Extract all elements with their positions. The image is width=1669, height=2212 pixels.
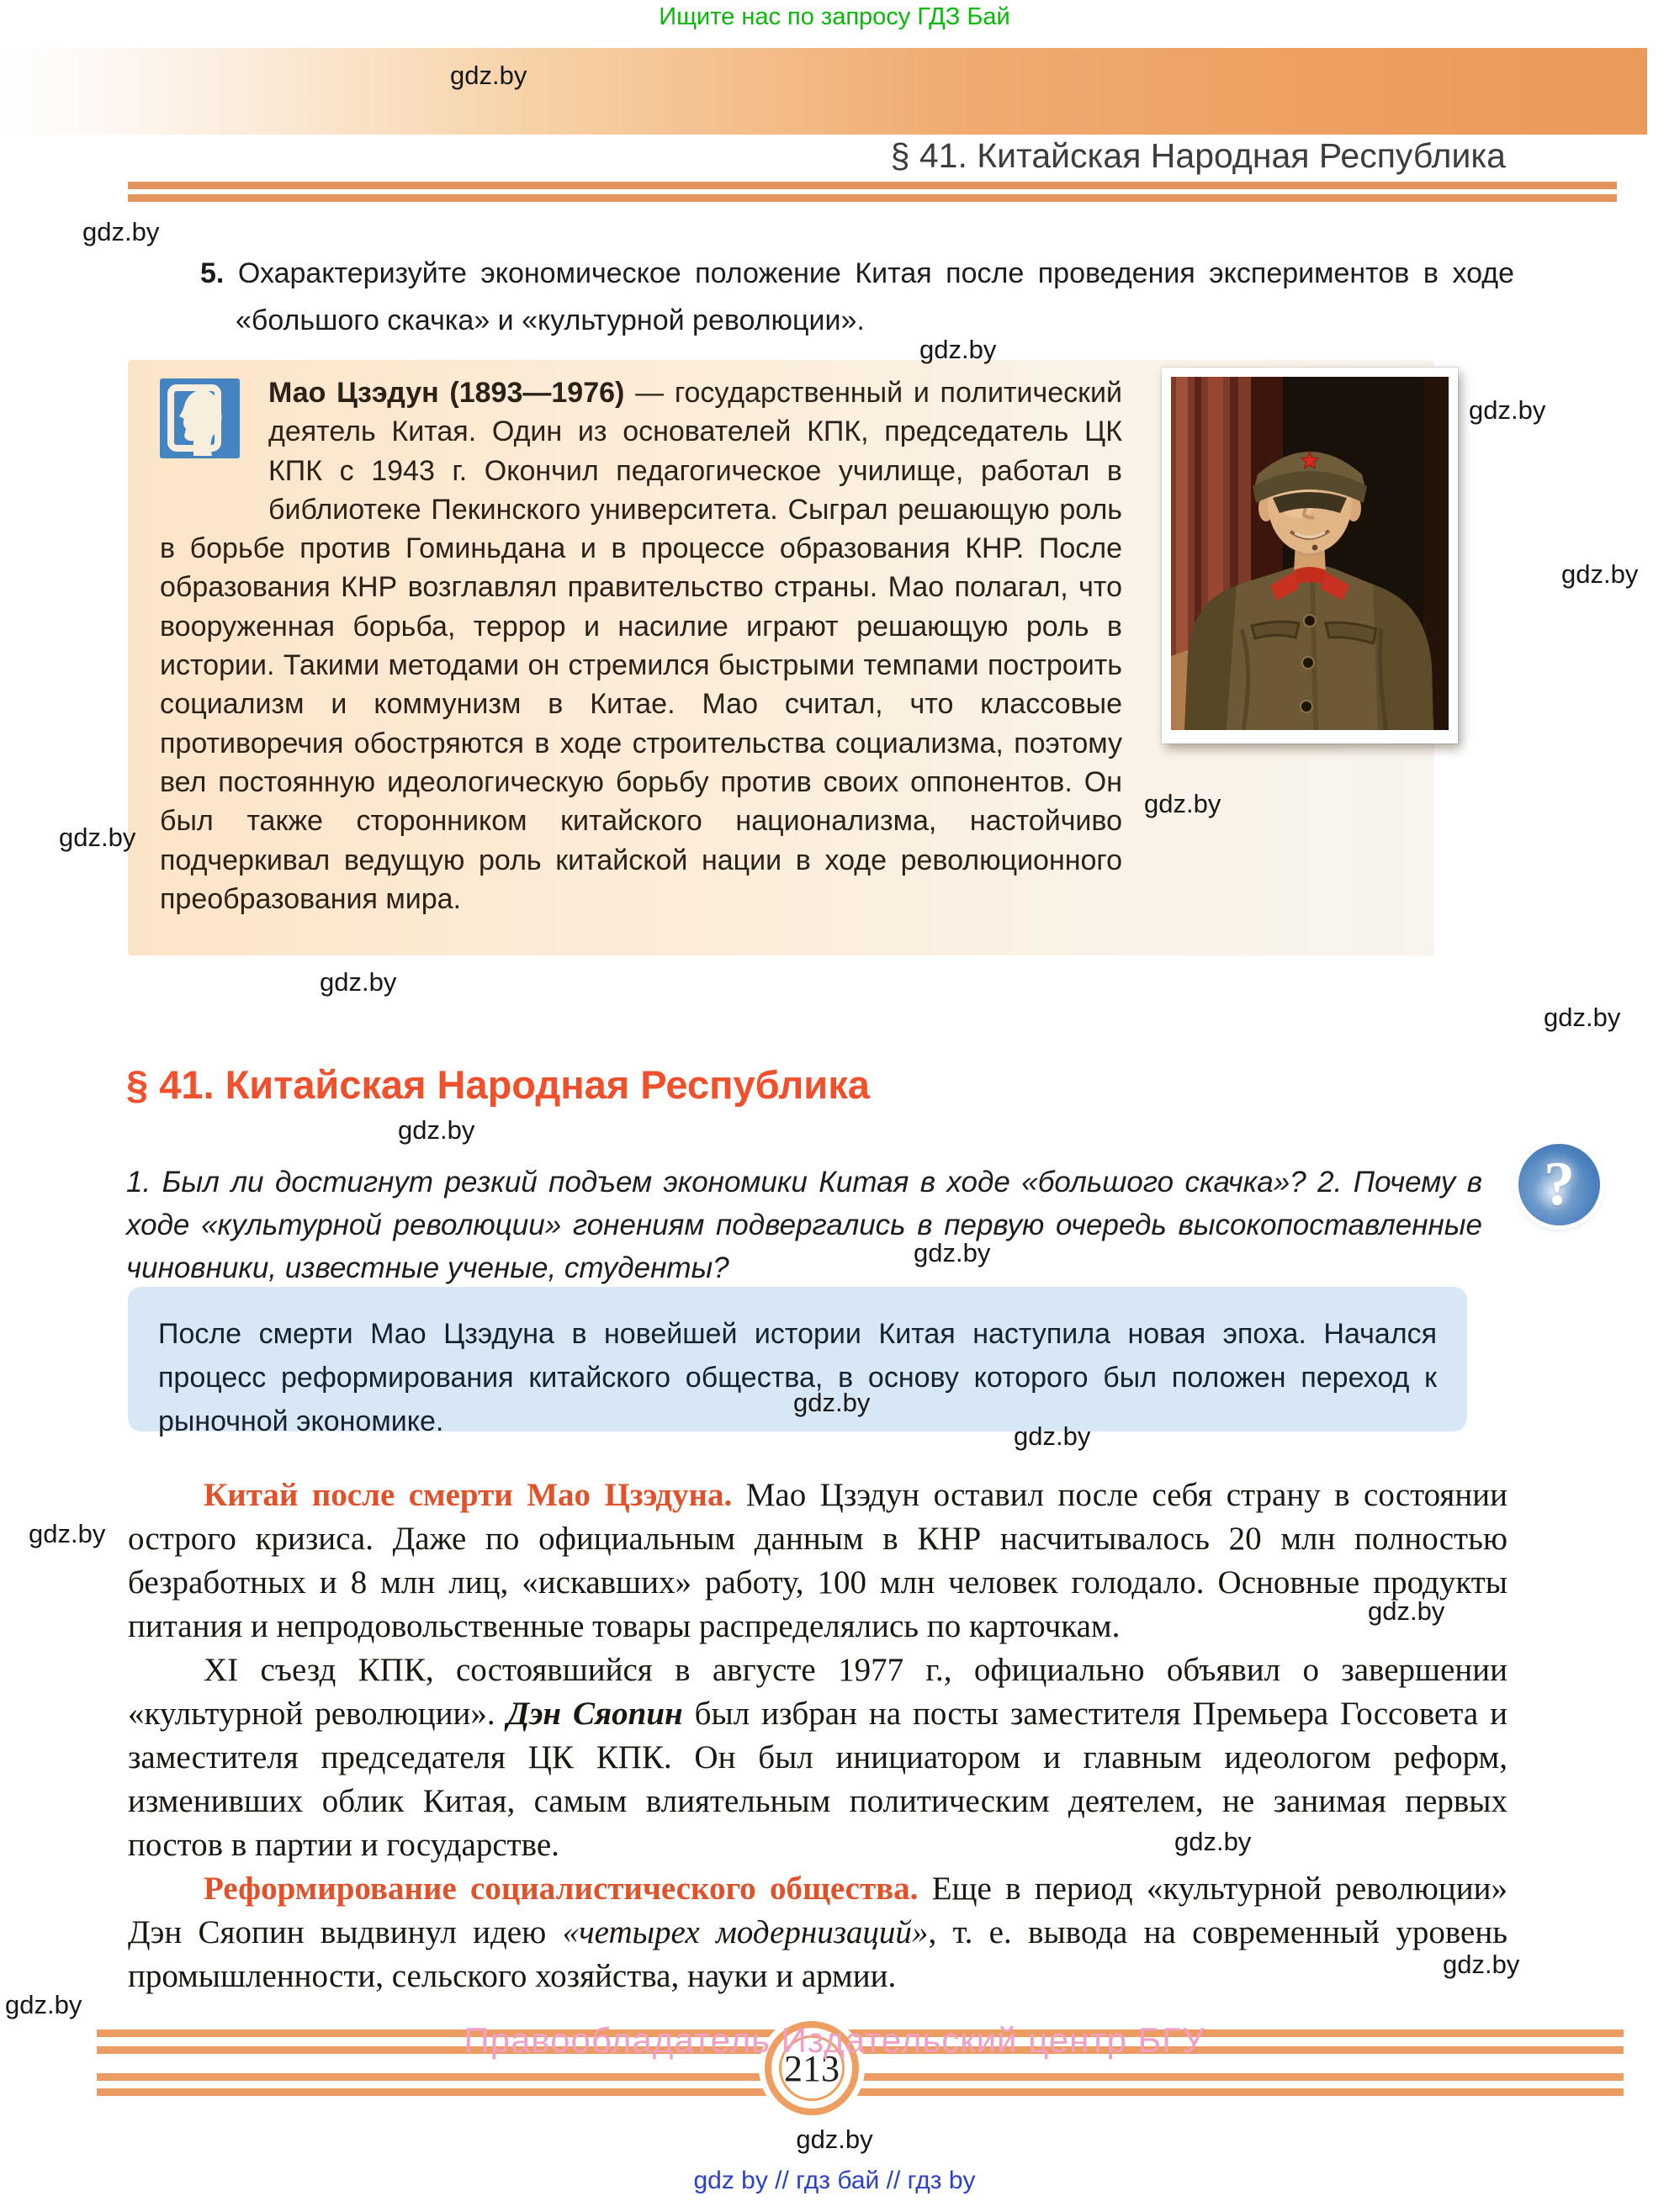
gdz-watermark: gdz.by: [1144, 789, 1221, 818]
gdz-watermark: gdz.by: [59, 823, 136, 852]
gdz-watermark: gdz.by: [82, 217, 160, 246]
footer-rule-4: [97, 2088, 1624, 2096]
section-questions: 1. Был ли достигнут резкий подъем экономики Китая в ходе «большого скачка»? 2. Почему в ходе «культурной революции» гонениям подвергались в первую очередь высокопоставленные чиновники, известные ученые, студенты?: [126, 1166, 1482, 1284]
copyright-notice: Правообладатель Издательский центр БГУ: [464, 2020, 1205, 2060]
gdz-watermark: gdz.by: [1561, 559, 1639, 589]
deng-xiaoping-name: Дэн Сяопин: [506, 1696, 683, 1732]
gdz-watermark: gdz.by: [29, 1519, 106, 1548]
exercise-number: 5.: [200, 257, 225, 289]
mao-portrait-photo: [1162, 368, 1458, 744]
gdz-watermark: gdz.by: [1368, 1596, 1445, 1626]
footer-rule-3: [97, 2073, 1624, 2081]
site-links[interactable]: gdz by // гдз бай // гдз by: [693, 2167, 976, 2194]
gdz-watermark: gdz.by: [919, 335, 997, 364]
gdz-watermark: gdz.by: [1469, 395, 1546, 425]
gdz-watermark: gdz.by: [1544, 1003, 1621, 1032]
gdz-watermark: gdz.by: [450, 61, 527, 90]
section-title: § 41. Китайская Народная Республика: [126, 1062, 870, 1107]
paragraph-1-lead: Китай после смерти Мао Цзэдуна.: [204, 1477, 733, 1513]
paragraph-2: XI съезд КПК, состоявшийся в августе 1977 г., официально объявил о завершении «культурной революции». Дэн Сяопин был избран на посты заместителя Премьера Госсовета и заместителя председателя ЦК КПК. Он был инициатором и главным идеологом реформ, изменивших облик Китая, самым влиятельным политическим деятелем, не занимая первых постов в партии и государстве.: [128, 1652, 1507, 1863]
header-rule-top: [128, 182, 1617, 189]
biography-text: Мао Цзэдун (1893—1976) — государственный и политический деятель Китая. Один из основателей КПК, председатель ЦК КПК с 1943 г. Окончил педагогическое училище, работал в библиотеке Пекинского университета. Сыграл решающую роль в борьбе против Гоминьдана и в процессе образования КНР. После образования КНР возглавлял правительство страны. Мао полагал, что вооруженная борьба, террор и насилие играют решающую роль в истории. Такими методами он стремился быстрыми темпами построить социализм и коммунизм в Китае. Мао считал, что классовые противоречия обостряются в ходе строительства социализма, поэтому вел постоянную идеологическую борьбу против своих оппонентов. Он был также сторонником китайского национализма, настойчиво подчеркивал ведущую роль китайской нации в ходе революционного преобразования мира.: [160, 377, 1123, 915]
exercise-5: [200, 250, 1514, 344]
exercise-text: Охарактеризуйте экономическое положение Китая после проведения экспериментов в ходе «большого скачка» и «культурной революции».: [236, 257, 1514, 336]
running-head-title: § 41. Китайская Народная Республика: [890, 136, 1506, 175]
gdz-watermark: gdz.by: [1014, 1421, 1091, 1451]
orange-header-bar: [0, 48, 1647, 135]
gdz-watermark: gdz.by: [796, 2125, 873, 2154]
page-number: 213: [779, 2035, 845, 2101]
gdz-watermark: gdz.by: [398, 1115, 475, 1145]
intro-summary-box: После смерти Мао Цзэдуна в новейшей истории Китая наступила новая эпоха. Начался процесс реформирования китайского общества, в основу которого был положен переход к рыночной экономике.: [128, 1287, 1467, 1431]
gdz-watermark: gdz.by: [914, 1238, 991, 1267]
main-text: [128, 1474, 1507, 1998]
gdz-watermark: gdz.by: [5, 1990, 82, 2019]
gdz-watermark: gdz.by: [320, 967, 397, 997]
paragraph-3-lead: Реформирование социалистического общества.: [204, 1871, 919, 1907]
header-rule-bottom: [128, 194, 1617, 202]
gdz-watermark: gdz.by: [793, 1388, 871, 1417]
paragraph-3: Реформирование социалистического общества. Еще в период «культурной революции» Дэн Сяопин выдвинул идею «четырех модернизаций», т. е. вывода на современный уровень промышленности, сельского хозяйства, науки и армии.: [128, 1871, 1507, 1994]
paragraph-1: Китай после смерти Мао Цзэдуна. Мао Цзэдун оставил после себя страну в состоянии острого кризиса. Даже по официальным данным в КНР насчитывалось 20 млн полностью безработных и 8 млн лиц, «искавших» работу, 100 млн человек голодало. Основные продукты питания и непродовольственные товары распределялись по карточкам.: [128, 1477, 1507, 1644]
gdz-watermark: gdz.by: [1174, 1827, 1252, 1856]
biography-name: Мао Цзэдун (1893—1976): [268, 377, 625, 409]
person-profile-icon: [160, 378, 240, 458]
top-banner-text: Ищите нас по запросу ГДЗ Бай: [659, 3, 1010, 30]
question-mark-icon: ?: [1518, 1144, 1600, 1225]
gdz-watermark: gdz.by: [1443, 1950, 1520, 1979]
